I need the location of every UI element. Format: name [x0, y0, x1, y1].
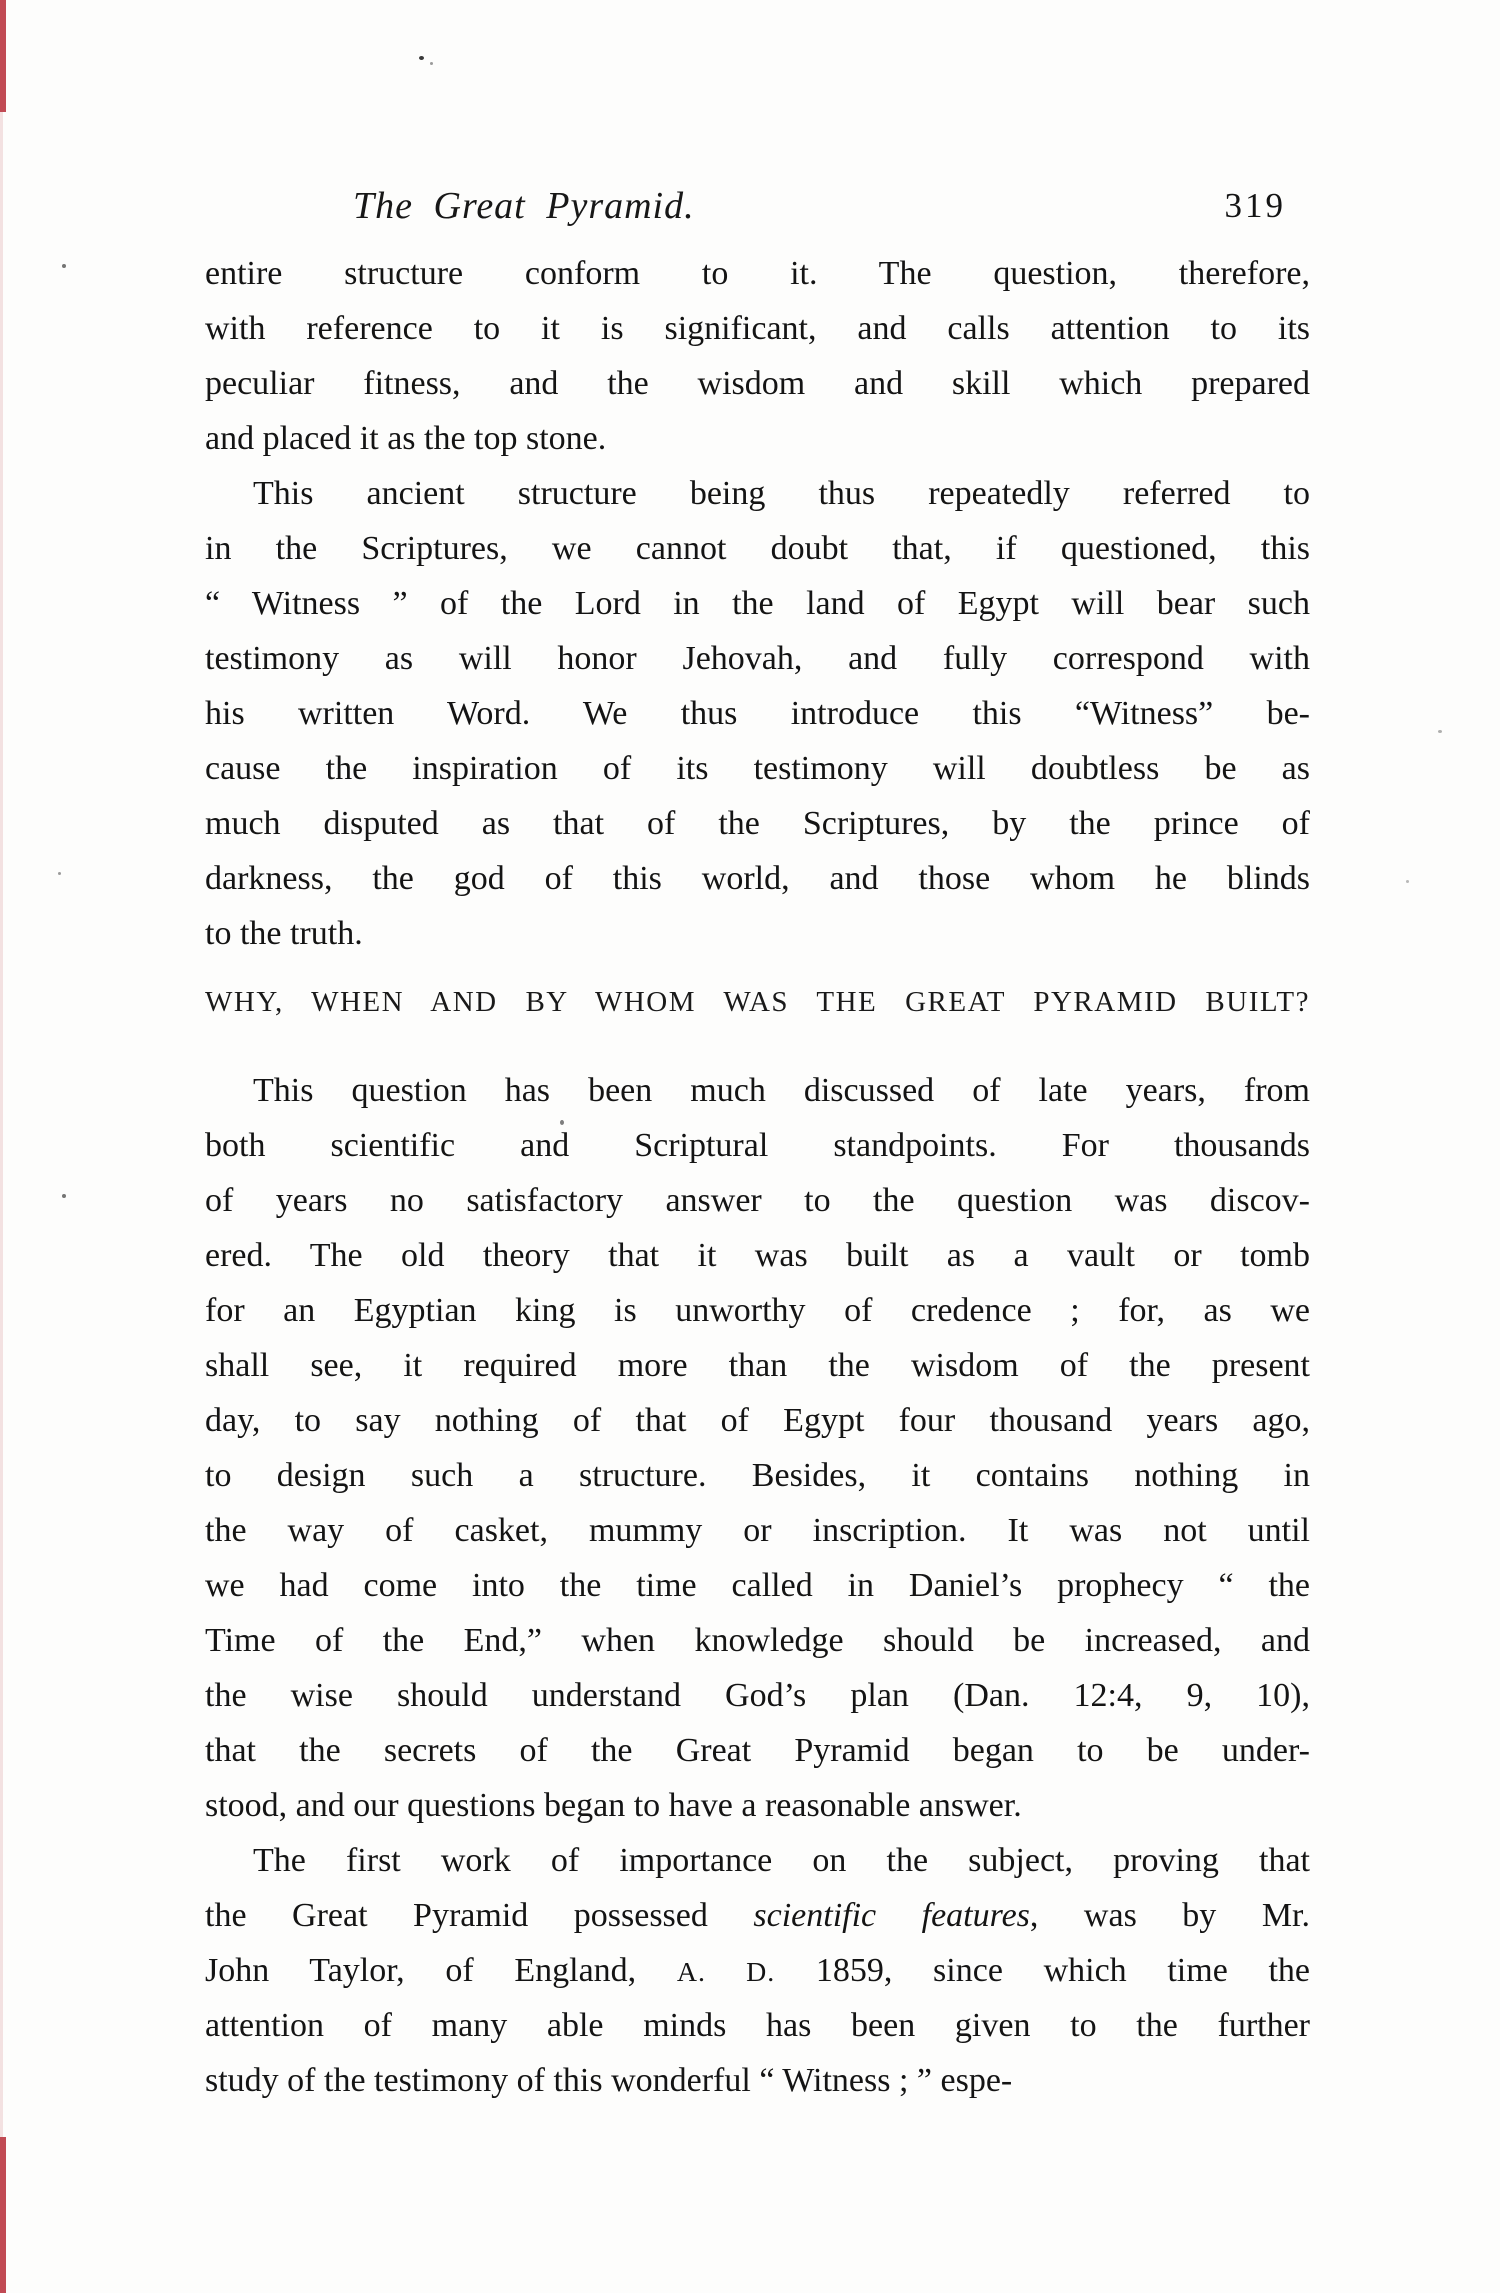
text-line	[205, 1723, 1310, 1778]
paragraph	[205, 1063, 1310, 1833]
text-segment: both scientific and Scriptural standpoints. For thousands	[205, 1127, 1310, 1164]
text-line	[205, 521, 1310, 576]
text-segment: to the truth.	[205, 915, 363, 952]
text-line	[205, 1228, 1310, 1283]
scan-speck	[430, 62, 433, 65]
running-header	[205, 184, 1310, 236]
text-segment: to design such a structure. Besides, it contains nothing in	[205, 1457, 1310, 1494]
text-segment: much disputed as that of the Scriptures, by the prince of	[205, 805, 1310, 842]
text-segment: ered. The old theory that it was built as a vault or tomb	[205, 1237, 1310, 1274]
text-segment: peculiar fitness, and the wisdom and skill which prepared	[205, 365, 1310, 402]
text-segment: darkness, the god of this world, and those whom he blinds	[205, 860, 1310, 897]
text-segment: the way of casket, mummy or inscription. It was not until	[205, 1512, 1310, 1549]
scan-speck	[1406, 880, 1409, 883]
text-segment: shall see, it required more than the wisdom of the present	[205, 1347, 1310, 1384]
text-line	[205, 1448, 1310, 1503]
page-number: 319	[1224, 186, 1286, 225]
text-line	[205, 356, 1310, 411]
text-line	[205, 1668, 1310, 1723]
scan-edge-mark-bottom	[0, 2137, 6, 2293]
text-line	[205, 1173, 1310, 1228]
text-segment: his written Word. We thus introduce this “Witness” be-	[205, 695, 1310, 732]
paragraph	[205, 466, 1310, 961]
text-segment: The first work of importance on the subject, proving that	[253, 1842, 1310, 1879]
text-segment: Time of the End,” when knowledge should be increased, and	[205, 1622, 1310, 1659]
text-segment: cause the inspiration of its testimony will doubtless be as	[205, 750, 1310, 787]
text-line	[205, 1943, 1310, 1998]
text-line	[205, 1338, 1310, 1393]
text-segment: entire structure conform to it. The question, therefore,	[205, 255, 1310, 292]
text-segment: of years no satisfactory answer to the question was discov-	[205, 1182, 1310, 1219]
text-segment: for an Egyptian king is unworthy of credence ; for, as we	[205, 1292, 1310, 1329]
text-line	[205, 1118, 1310, 1173]
text-segment: we had come into the time called in Daniel’s prophecy “ the	[205, 1567, 1310, 1604]
scan-speck	[1438, 730, 1442, 733]
scan-edge-mark-top	[0, 0, 6, 112]
text-line	[205, 1063, 1310, 1118]
section-heading: WHY, WHEN AND BY WHOM WAS THE GREAT PYRAMID BUILT?	[205, 986, 1310, 1018]
scan-edge-line	[0, 0, 3, 2293]
scan-speck	[62, 1194, 66, 1198]
text-segment: This ancient structure being thus repeatedly referred to	[253, 475, 1310, 512]
text-line	[205, 576, 1310, 631]
scan-speck	[58, 872, 61, 875]
text-line	[205, 686, 1310, 741]
text-line	[205, 1778, 1310, 1833]
text-segment: This question has been much discussed of late years, from	[253, 1072, 1310, 1109]
text-line	[205, 1558, 1310, 1613]
text-segment: John Taylor, of England,	[205, 1952, 677, 1989]
text-segment: that the secrets of the Great Pyramid began to be under-	[205, 1732, 1310, 1769]
text-line	[205, 1613, 1310, 1668]
text-segment: study of the testimony of this wonderful “ Witness ; ” espe-	[205, 2062, 1013, 2099]
text-segment: the wise should understand God’s plan (Dan. 12:4, 9, 10),	[205, 1677, 1310, 1714]
smallcaps-text: A. D.	[676, 1957, 776, 1988]
text-line	[205, 1503, 1310, 1558]
text-segment: attention of many able minds has been given to the further	[205, 2007, 1310, 2044]
text-segment: 1859, since which time the	[775, 1952, 1311, 1989]
text-line	[205, 411, 1310, 466]
text-segment: stood, and our questions began to have a reasonable answer.	[205, 1787, 1022, 1824]
text-line	[205, 466, 1310, 521]
text-line	[205, 2053, 1310, 2108]
text-segment: day, to say nothing of that of Egypt four thousand years ago,	[205, 1402, 1310, 1439]
text-segment: “ Witness ” of the Lord in the land of Egypt will bear such	[205, 585, 1310, 622]
text-body	[205, 246, 1310, 2108]
text-line	[205, 1998, 1310, 2053]
text-line	[205, 631, 1310, 686]
text-segment: in the Scriptures, we cannot doubt that, if questioned, this	[205, 530, 1310, 567]
text-line	[205, 851, 1310, 906]
text-line	[205, 906, 1310, 961]
text-segment: testimony as will honor Jehovah, and fully correspond with	[205, 640, 1310, 677]
text-line	[205, 1393, 1310, 1448]
text-segment: and placed it as the top stone.	[205, 420, 607, 457]
italic-text: scientific features	[753, 1897, 1030, 1934]
scan-speck	[62, 264, 66, 268]
text-line	[205, 1283, 1310, 1338]
text-line	[205, 301, 1310, 356]
text-segment: with reference to it is significant, and calls attention to its	[205, 310, 1310, 347]
paragraph	[205, 246, 1310, 466]
text-line	[205, 796, 1310, 851]
text-line	[205, 1888, 1310, 1943]
page-title: The Great Pyramid.	[353, 185, 695, 227]
text-line	[205, 741, 1310, 796]
text-line	[205, 1833, 1310, 1888]
text-segment: , was by Mr.	[1029, 1897, 1310, 1934]
paragraph	[205, 1833, 1310, 2108]
text-line	[205, 246, 1310, 301]
text-segment: the Great Pyramid possessed	[205, 1897, 754, 1934]
scan-speck	[419, 56, 424, 60]
